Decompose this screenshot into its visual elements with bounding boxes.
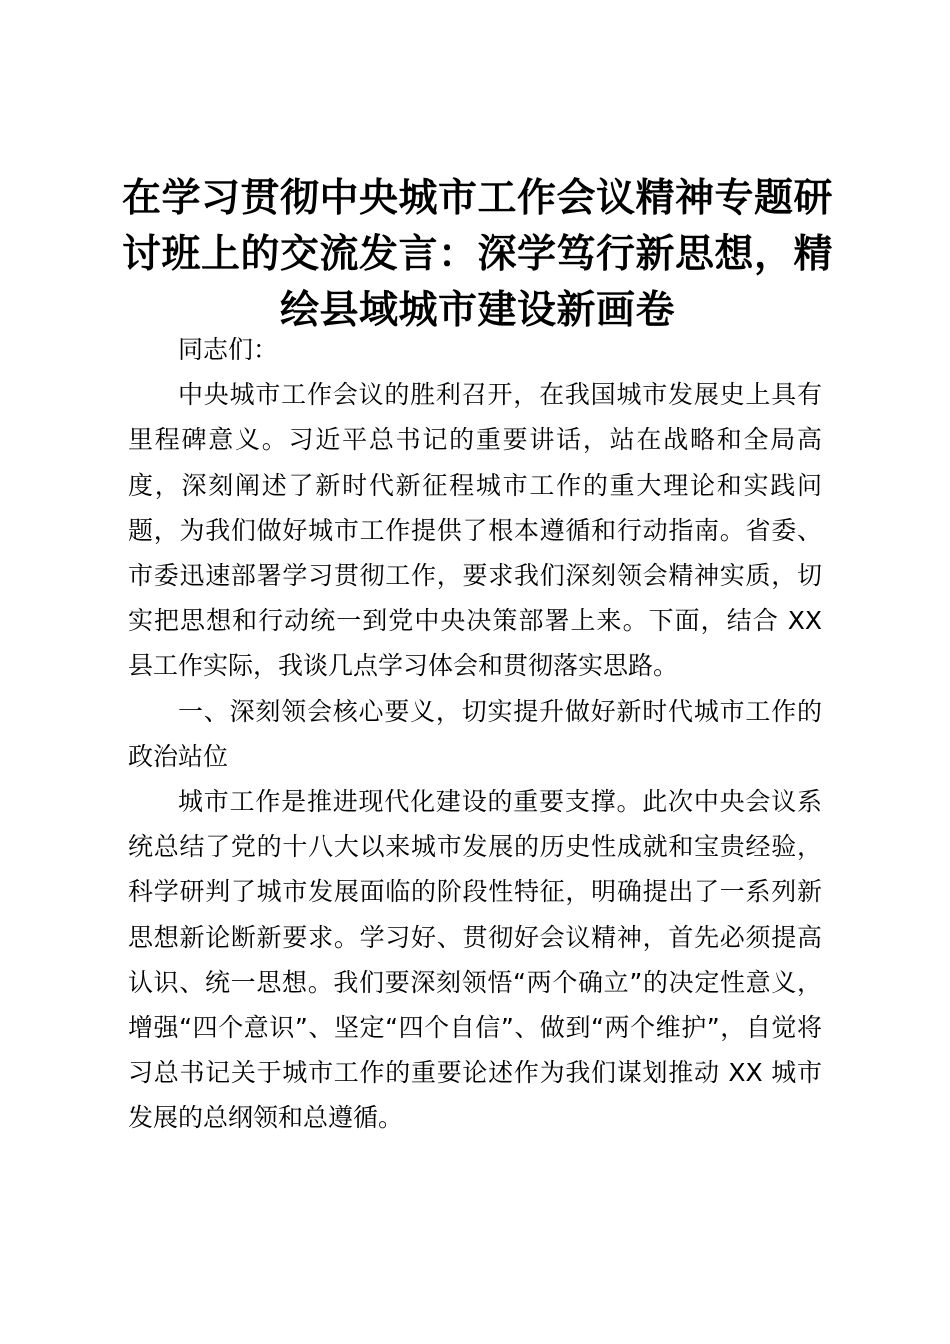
paragraph-intro: 中央城市工作会议的胜利召开，在我国城市发展史上具有里程碑意义。习近平总书记的重要讲话，站在战略和全局高度，深刻阐述了新时代新征程城市工作的重大理论和实践问题，为我们做好城市工作提供了根本遵循和行动指南。省委、市委迅速部署学习贯彻工作，要求我们深刻领会精神实质，切实把思想和行动统一到党中央决策部署上来。下面，结合 XX 县工作实际，我谈几点学习体会和贯彻落实思路。 [128,380,822,681]
section-heading-1: 一、深刻领会核心要义，切实提升做好新时代城市工作的政治站位 [128,696,822,771]
document-body [128,327,822,1141]
document-title: 在学习贯彻中央城市工作会议精神专题研讨班上的交流发言：深学笃行新思想，精绘县域城市建设新画卷 [121,175,833,333]
salutation: 同志们： [178,335,279,364]
paragraph-section-1: 城市工作是推进现代化建设的重要支撑。此次中央会议系统总结了党的十八大以来城市发展的历史性成就和宝贵经验，科学研判了城市发展面临的阶段性特征，明确提出了一系列新思想新论断新要求。学习好、贯彻好会议精神，首先必须提高认识、统一思想。我们要深刻领悟“两个确立”的决定性意义，增强“四个意识”、坚定“四个自信”、做到“两个维护”，自觉将习总书记关于城市工作的重要论述作为我们谋划推动 XX 城市发展的总纲领和总遵循。 [128,787,822,1133]
